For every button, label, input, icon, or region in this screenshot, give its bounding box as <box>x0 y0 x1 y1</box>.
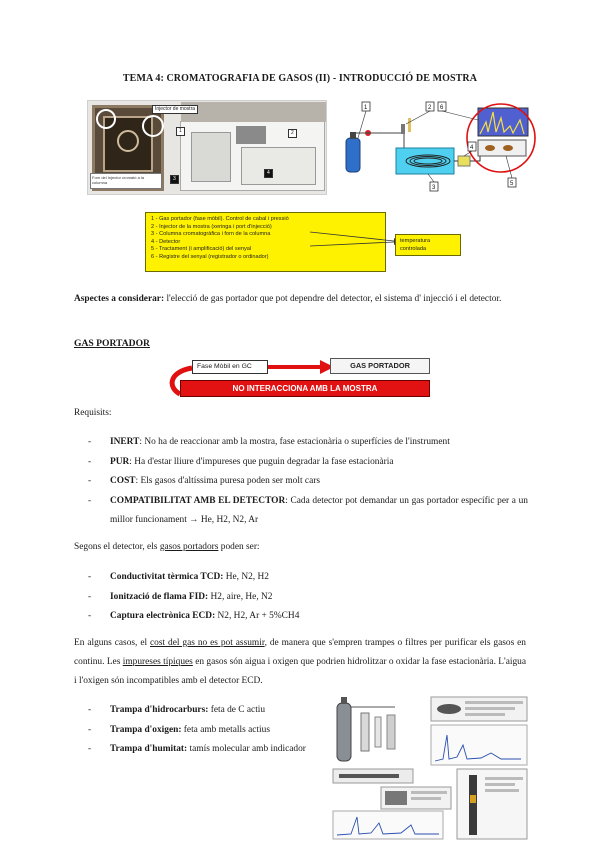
schematic-label-6: 6 <box>440 105 444 111</box>
aspects-text: l'elecció de gas portador que pot dependre del detector, el sistema d' injecció i el detector. <box>164 294 502 304</box>
gc-schematic <box>338 100 543 195</box>
photo-label-2: 2 <box>288 129 297 138</box>
schematic-label-2: 2 <box>428 105 432 111</box>
legend-item: 6 - Registre del senyal (registrador o ordinador) <box>151 253 269 260</box>
callout-circle <box>142 115 164 137</box>
list-item: - Conductivitat tèrmica TCD: He, N2, H2 <box>88 572 269 582</box>
legend-item: 2 - Injector de la mostra (xeringa i port d'injecció) <box>151 223 272 230</box>
gas-traps-drawing <box>331 695 531 840</box>
list-item: - INERT: No ha de reaccionar amb la mostra, fase estacionària o superfícies de l'instrument <box>88 437 450 447</box>
trampes-list <box>88 701 313 760</box>
list-item: - Trampa d'hidrocarburs: feta de C actiu <box>88 705 266 715</box>
aspects-label: Aspectes a considerar: <box>74 294 165 304</box>
schematic-label-5: 5 <box>510 181 514 187</box>
carrier-gas-box: GAS PORTADOR <box>330 358 430 374</box>
gas-portador-heading: GAS PORTADOR <box>74 338 150 349</box>
list-item: - COMPATIBILITAT AMB EL DETECTOR: Cada detector pot demandar un gas portador específic per a un millor funcionament → He, H2, N2, Ar <box>88 495 528 526</box>
gc-instrument-image <box>180 121 325 191</box>
mobile-phase-box: Fase Mòbil en GC <box>192 360 268 374</box>
schematic-label-3: 3 <box>432 185 436 191</box>
legend-item: 3 - Columna cromatogràfica i forn de la columna <box>151 231 271 238</box>
cost-paragraph: En alguns casos, el cost del gas no es pot assumir, de manera que s'empren trampes o filtres per purificar els gasos en continu. Les impureses típiques en gasos són aigua i oxigen que podrien hidrolitzar o oxidar la fase estacionària. L'aigua i l'oxigen són incompatibles amb el detector ECD. <box>74 638 527 686</box>
legend-arrows <box>300 226 400 256</box>
column-coil-image <box>117 130 139 152</box>
list-item: - Trampa d'oxigen: feta amb metalls actius <box>88 724 270 735</box>
legend-item: 4 - Detector <box>151 238 181 245</box>
list-item: - Trampa d'humitat: tamís molecular amb indicador <box>88 744 306 755</box>
detector-gases-list <box>88 568 528 627</box>
gc-instrument-photo <box>87 100 327 195</box>
schematic-label-1: 1 <box>364 105 368 111</box>
no-interaction-banner: NO INTERACCIONA AMB LA MOSTRA <box>180 380 430 397</box>
legend-item: 5 - Tractament (i amplificació) del senyal <box>151 246 252 253</box>
photo-label-3: 3 <box>170 175 179 184</box>
schematic-label-4: 4 <box>470 145 474 151</box>
callout-circle <box>96 109 116 129</box>
legend-item: 1 - Gas portador (fase mòbil). Control de cabal i pressió <box>151 216 289 222</box>
photo-label-4: 4 <box>264 169 273 178</box>
gas-traps-image <box>331 695 531 840</box>
requisits-label: Requisits: <box>74 408 112 418</box>
page-title: TEMA 4: CROMATOGRAFIA DE GASOS (II) - INTRODUCCIÓ DE MOSTRA <box>122 73 478 84</box>
oven-caption: Forn del Injector cromató a la columna <box>90 173 162 189</box>
photo-label-1: 1 <box>176 127 185 136</box>
requisits-list <box>88 433 528 531</box>
gc-schematic-drawing <box>338 100 543 195</box>
list-item: - Captura electrònica ECD: N2, H2, Ar + 5%CH4 <box>88 611 300 622</box>
list-item: - Ionització de flama FID: H2, aire, He, N2 <box>88 591 273 602</box>
temperature-box: temperatura controlada <box>395 234 461 256</box>
list-item: - PUR: Ha d'estar lliure d'impureses que puguin degradar la fase estacionària <box>88 456 394 467</box>
photo-label-top: Injector de mostra <box>152 105 198 114</box>
list-item: - COST: Els gasos d'altíssima puresa poden ser molt cars <box>88 476 320 487</box>
aspects-paragraph <box>74 290 526 309</box>
segons-paragraph: Segons el detector, els gasos portadors poden ser: <box>74 542 260 552</box>
